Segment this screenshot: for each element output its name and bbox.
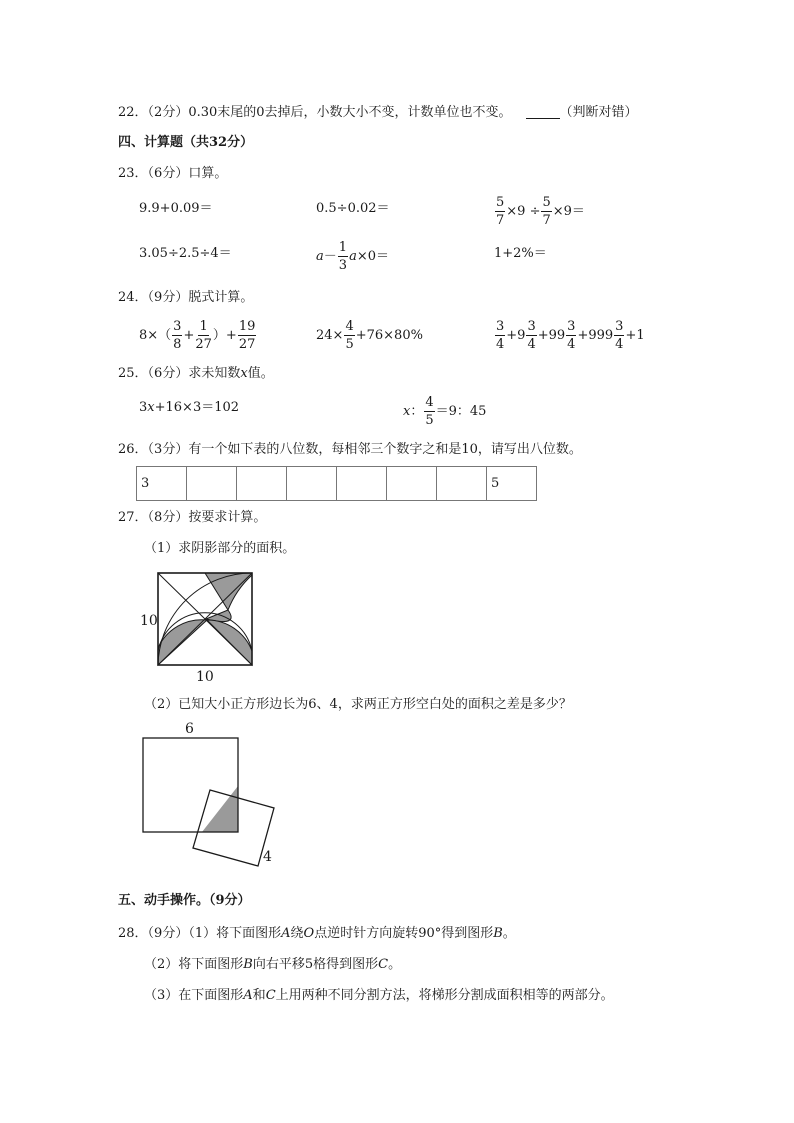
- fraction: $\frac{1}{27}$: [195, 319, 212, 352]
- question-28-line-1: 28．（9分）（1）将下面图形A绕O点逆时针方向旋转90°得到图形B。: [118, 926, 516, 941]
- fraction: $\frac{5}{7}$: [496, 195, 505, 228]
- q23-item-a: 9.9+0.09＝: [139, 201, 213, 216]
- section-5-title: 五、动手操作。（9分）: [118, 893, 251, 908]
- digit-cell[interactable]: [387, 467, 437, 501]
- question-22: 22．（2分）0.30末尾的0去掉后，小数大小不变，计数单位也不变。 （判断对错）: [118, 105, 638, 120]
- fraction: $\frac{5}{7}$: [542, 195, 551, 228]
- big-square-label: 6: [185, 721, 194, 737]
- question-25-title: 25．（6分）求未知数x值。: [118, 366, 274, 381]
- q23-item-e: a－ $\frac{1}{3}$ a×0＝: [316, 240, 389, 273]
- fraction: $\frac{4}{5}$: [425, 395, 434, 428]
- q23-item-d: 3.05÷2.5÷4＝: [139, 246, 232, 261]
- fraction: $\frac{1}{3}$: [338, 240, 348, 273]
- digit-cell[interactable]: 3: [137, 467, 187, 501]
- section-4-title: 四、计算题（共32分）: [118, 135, 254, 150]
- fraction: $\frac{3}{8}$: [173, 319, 182, 352]
- fraction: $\frac{19}{27}$: [238, 319, 256, 352]
- question-26-title: 26．（3分）有一个如下表的八位数，每相邻三个数字之和是10，请写出八位数。: [118, 442, 582, 457]
- question-28-line-3: （3）在下面图形A和C上用两种不同分割方法，将梯形分割成面积相等的两部分。: [144, 988, 614, 1003]
- two-squares-figure: [135, 718, 285, 868]
- q23-item-f: 1+2%＝: [494, 246, 547, 261]
- fraction: $\frac{4}{5}$: [345, 319, 354, 352]
- q24-item-b: 24× $\frac{4}{5}$ +76×80%: [316, 319, 423, 352]
- question-28-line-2: （2）将下面图形B向右平移5格得到图形C。: [144, 957, 402, 972]
- bottom-label: 10: [196, 669, 214, 685]
- digit-cell[interactable]: 5: [487, 467, 537, 501]
- digit-cell[interactable]: [237, 467, 287, 501]
- square-shaded-figure: [130, 565, 265, 685]
- question-23-title: 23．（6分）口算。: [118, 166, 228, 181]
- answer-blank[interactable]: [526, 106, 560, 119]
- small-square-label: 4: [263, 849, 272, 865]
- q25-equation-1: 3x+16×3＝102: [139, 400, 240, 415]
- fraction: $\frac{3}{4}$: [496, 319, 505, 352]
- q27-part-1: （1）求阴影部分的面积。: [144, 541, 296, 556]
- digit-cell[interactable]: [287, 467, 337, 501]
- question-24-title: 24．（9分）脱式计算。: [118, 290, 254, 305]
- shaded-region: [205, 573, 252, 610]
- digit-table: [136, 466, 537, 501]
- question-27-title: 27．（8分）按要求计算。: [118, 510, 267, 525]
- fraction: $\frac{3}{4}$: [567, 319, 576, 352]
- q24-item-a: 8×（ $\frac{3}{8}$ + $\frac{1}{27}$ ）+ $\frac{19}{27}$: [139, 319, 256, 352]
- q25-equation-2: x： $\frac{4}{5}$ ＝9：45: [403, 395, 487, 428]
- fraction: $\frac{3}{4}$: [615, 319, 624, 352]
- q23-item-c: $\frac{5}{7}$ ×9 ÷ $\frac{5}{7}$ ×9＝: [496, 195, 585, 228]
- fraction: $\frac{3}{4}$: [527, 319, 536, 352]
- q23-item-b: 0.5÷0.02＝: [316, 201, 390, 216]
- side-label: 10: [140, 613, 158, 629]
- digit-cell[interactable]: [437, 467, 487, 501]
- q24-item-c: $\frac{3}{4}$ +9 $\frac{3}{4}$ +99 $\frac{3}{4}$ +999 $\frac{3}{4}$ +1: [496, 319, 645, 352]
- digit-cell[interactable]: [337, 467, 387, 501]
- digit-cell[interactable]: [187, 467, 237, 501]
- q27-part-2: （2）已知大小正方形边长为6、4，求两正方形空白处的面积之差是多少？: [144, 697, 572, 712]
